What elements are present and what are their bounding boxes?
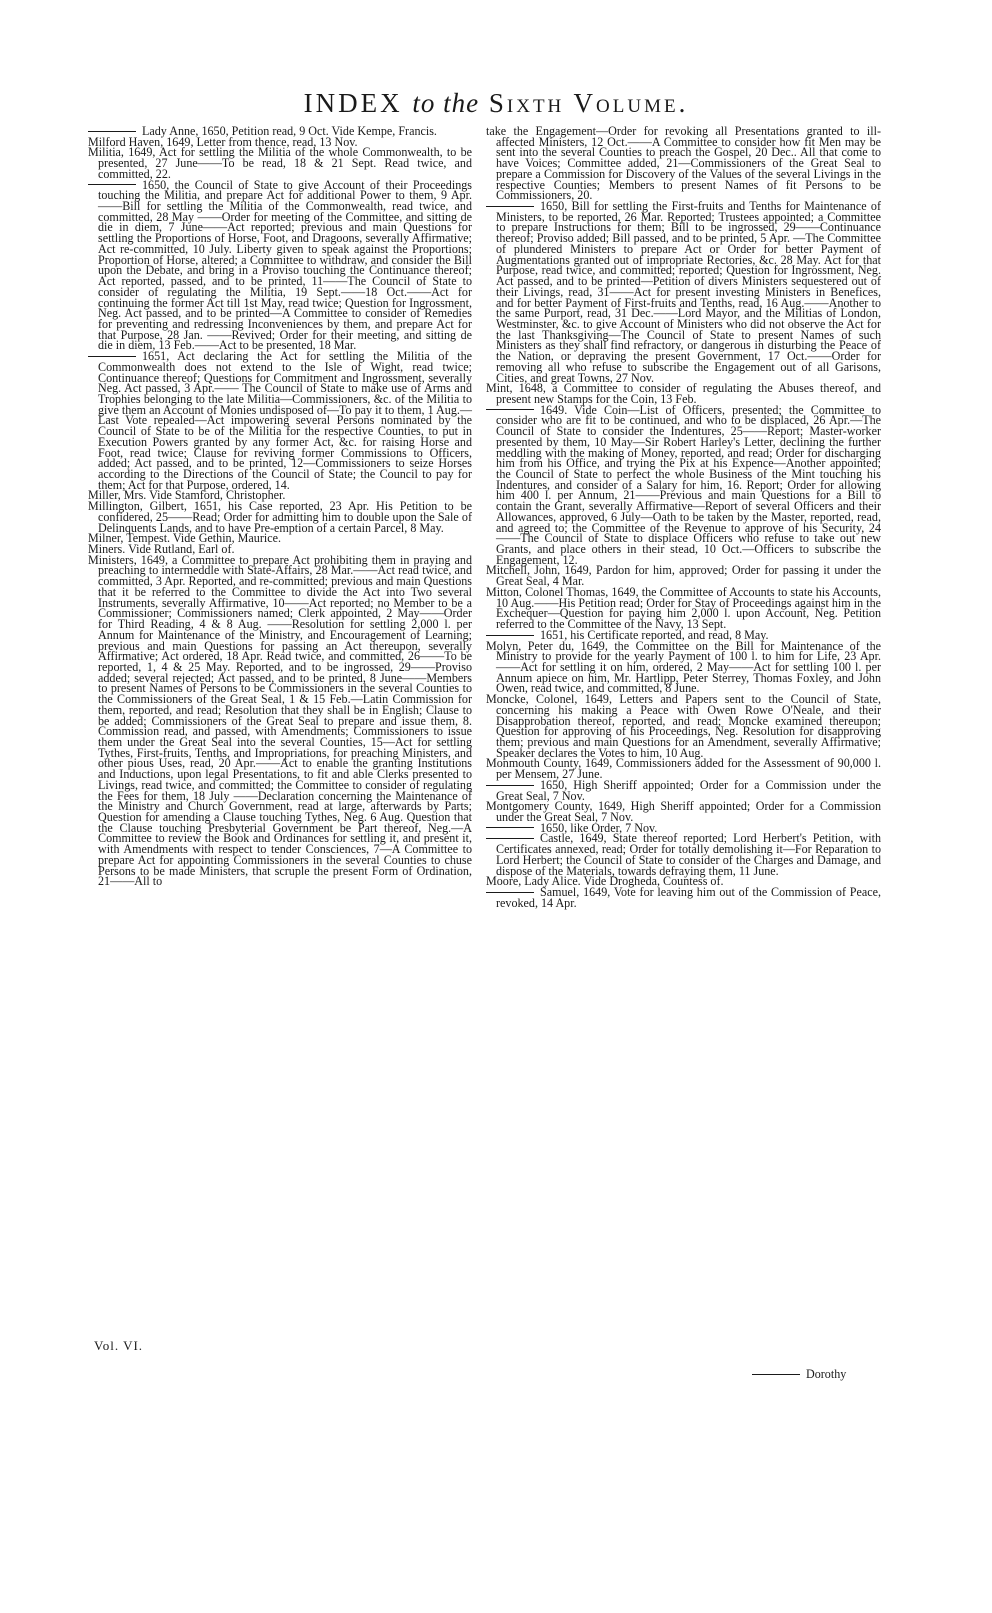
continuation-dash [486,827,534,828]
entry-text: Ministers, 1649, a Committee to prepare Act prohibiting them in praying and preaching to intermeddle with State-Affairs, 28 Mar.——Act read twice, and committed, 3 Apr. Reported, and re-committed; previous and main Questions that it be referred to the Committee to divide the Act into Two several Instruments, severally Affirmative, 10——Act reported; no Member to be a Commissioner; Commissioners named; Clerk appointed, 2 May——Order for Third Reading, 4 & 8 Aug. ——Resolution for settling 2,000 l. per Annum for Maintenance of the Ministry, and Encouragement of Learning; previous and main Questions for passing an Act thereupon, severally Affirmative; Act ordered, 18 Apr. Read twice, and committed, 26——To be reported, 1, 4 & 25 May. Reported, and to be ingrossed, 29——Proviso added; several rejected; Act passed, and to be printed, 8 June——Members to present Names of Persons to be Commissioners in the several Counties to the Commissioners of the Great Seal, 1 & 15 Feb.—Latin Commission for them, reported, and read; Resolution that they shall be in English; Clause to be added; Commissioners of the Great Seal to prepare and issue them, 8. Commission read, and passed, with Amendments; Commissioners to issue them under the Great Seal into the several Counties, 15—Act for settling Tythes, First-fruits, Tenths, and Impropriations, for preaching Ministers, and other pious Uses, read, 20 Apr.——Act to enable the granting Institutions and Inductions, upon legal Presentations, to fit and able Clerks presented to Livings, read twice, and committed; the Committee to consider of regulating the Fees for them, 18 July ——Declaration concerning the Maintenance of the Ministry and Church Government, read at large, afterwards by Parts; Question for amending a Clause touching Tythes, Neg. 6 Aug. Question that the Clause touching Presbyterial Government be Part thereof, Neg.—A Committee to review the Book and Ordinances for settling it, and present it, with Amendments with respect to tender Consciences, 7—A Committee to prepare Act for appointing Commissioners in the several Counties to chuse Persons to be made Ministers, that scruple the present Form of Ordination, 21——All to [88,552,472,889]
volume-signature: Vol. VI. [94,1338,144,1353]
index-entry [88,177,472,353]
title-to-the: to the [412,88,480,118]
left-column [88,126,472,887]
entry-text: Molyn, Peter du, 1649, the Committee on the Bill for Maintenance of the Ministry to provide for the yearly Payment of 100 l. to him for Life, 23 Apr.——Act for settling it on him, ordered, 2 May——Act for settling 100 l. per Annum apiece on him, Mr. Hartlipp, Peter Sterrey, Thomas Foxley, and John Owen, read twice, and committed, 8 June. [486,638,881,696]
title-index: INDEX [303,88,403,118]
entry-text: Militia, 1649, Act for settling the Militia of the whole Commonwealth, to be presented, 27 June——To be read, 18 & 21 Sept. Read twice, and committed, 22. [88,145,472,181]
index-entry [486,584,881,632]
index-entry [486,126,881,201]
entry-text: Monmouth County, 1649, Commissioners added for the Assessment of 90,000 l. per Mensem, 27 June. [486,756,881,782]
entry-text: 1651, his Certificate reported, and read, 8 May. [540,627,769,642]
entry-text: take the Engagement—Order for revoking all Presentations granted to ill-affected Ministers, 12 Oct.——A Committee to consider how fit Men may be sent into the several Counties to preach the Gospel, 20 Dec.. All that come to have Voices; Committee added, 21—Commissioners of the Great Seal to prepare a Commission for Discovery of the Values of the several Livings in the respective Counties; Members to present Names of fit Persons to be Commissioners, 20. [486,124,881,203]
entry-text: Montgomery County, 1649, High Sheriff appointed; Order for a Commission under the Great Seal, 7 Nov. [486,799,881,824]
index-entry [486,777,881,803]
continuation-dash [486,892,534,893]
entry-text: 1649. Vide Coin—List of Officers, presented; the Committee to consider who are fit to be continued, and who to be displaced, 26 Apr.—The Council of State to consider the Indentures, 25——Report; Master-worker presented by them, 10 May—Sir Robert Harley's Letter, declining the further meddling with the making of Money, reported, and read; Order for discharging him from his Office, and trying the Pix at his Expence—Another appointed; the Council of State to perfect the whole Business of the Mint touching his Indentures, and consider of a Salary for him, 16. Report; Order for allowing him 400 l. per Annum, 21——Previous and main Questions for a Bill to contain the Grant, severally Affirmative—Report of several Officers and their Allowances, approved, 6 July—Oath to be taken by the Master, reported, read, and agreed to; the Committee of the Revenue to approve of his Security, 24——The Council of State to displace Officers who refuse to take out new Grants, and place others in their stead, 10 Oct.—Officers to subscribe the Engagement, 12. [496,402,881,567]
entry-text: Mitchell, John, 1649, Pardon for him, approved; Order for passing it under the Great Seal, 4 Mar. [486,563,881,589]
continuation-dash [88,356,136,357]
entry-text: 1650, Bill for settling the First-fruits and Tenths for Maintenance of Ministers, to be reported, 26 Mar. Reported; Trustees appointed; a Committee to prepare Instructions for them; Bill to be ingrossed, 29——Continuance thereof; Proviso added; Bill passed, and to be printed, 5 Apr. —The Committee of plundered Ministers to prepare Act or Order for better Payment of Augmentations granted out of impropriate Rectories, &c. 28 May. Act for that Purpose, read twice, and committed; reported; Question for Ingrossment, Neg. Act passed, and to be printed—Petition of divers Ministers sequestered out of their Livings, read, 31——Act for present investing Ministers in Benefices, and for better Payment of First-fruits and Tenths, read, 16 Aug.——Another to the same Purport, read, 31 Dec.——Lord Mayor, and the Militias of London, Westminster, &c. to give Account of Ministers who did not observe the Act for the last Thanksgiving—The Council of State to present Names of such Ministers as they shall find refractory, or dangerous in disturbing the Peace of the Nation, or depraving the present Government, 17 Oct.——Order for removing all who refuse to subscribe the Engagement out of all Garisons, Cities, and great Towns, 27 Nov. [496,199,881,385]
index-entry [486,638,881,696]
entry-text: Miller, Mrs. Vide Stamford, Christopher. [88,488,286,503]
index-entry [88,147,472,179]
index-entry [88,501,472,533]
index-entry [486,563,881,589]
entry-text: Mitton, Colonel Thomas, 1649, the Committee of Accounts to state his Accounts, 10 Aug.——His Petition read; Order for Stay of Proceedings against him in the Exchequer—Question for paying him 2,000 l. upon Account, Neg. Petition referred to the Committee of the Navy, 13 Sept. [486,584,881,632]
entry-text: Milford Haven, 1649, Letter from thence, read, 13 Nov. [88,134,358,149]
entry-text: Moore, Lady Alice. Vide Drogheda, Countess of. [486,874,724,889]
index-entry [486,694,881,758]
entry-text: Millington, Gilbert, 1651, his Case reported, 23 Apr. His Petition to be confidered, 25——Read; Order for admitting him to double upon the Sale of Delinquents Lands, and to have Pre-emption of a certain Parcel, 8 May. [88,499,472,535]
index-entry [486,756,881,782]
entry-text: 1650, like Order, 7 Nov. [540,820,658,835]
continuation-dash [88,131,136,132]
index-entry [486,887,881,908]
continuation-dash [486,785,534,786]
continuation-dash [486,206,534,207]
index-entry [88,351,472,490]
page-title [0,88,992,119]
index-entry [486,833,881,876]
entry-text: 1651, Act declaring the Act for settling the Militia of the Commonwealth does not extend to the Isle of Wight, read twice; Continuance thereof; Questions for Commitment and Ingrossment, severally Neg. Act passed, 3 Apr.—— The Council of State to make use of Arms and Trophies belonging to the late Militia—Commissioners, &c. of the Militia to give them an Account of Monies undisposed of—To pay it to them, 1 Aug.—Last Vote repealed—Act impowering several Persons nominated by the Council of State to be of the Militia for the respective Counties, to put in Execution Powers granted by any former Act, &c. for raising Horse and Foot, read twice; Clause for reviving former Commissions to Officers, added; Act passed, and to be printed, 12—Commissioners to seize Horses according to the Directions of the Council of State; the Council to pay for them; Act for that Purpose, ordered, 14. [98,349,472,492]
entry-text: Castle, 1649, State thereof reported; Lord Herbert's Petition, with Certificates annexed, read; Order for totally demolishing it—For Reparation to Lord Herbert; the Council of State to consider of the Charges and Damage, and dispose of the Materials, towards defraying them, 11 June. [496,831,881,878]
catchword [752,1367,846,1382]
index-entry [486,201,881,383]
entry-text: Miners. Vide Rutland, Earl of. [88,542,235,557]
title-volume: Sixth Volume. [488,88,689,118]
index-entry [486,801,881,822]
entry-text: Lady Anne, 1650, Petition read, 9 Oct. Vide Kempe, Francis. [142,124,437,138]
entry-text: 1650, High Sheriff appointed; Order for a Commission under the Great Seal, 7 Nov. [496,777,881,803]
continuation-dash [88,184,136,185]
continuation-dash [486,409,534,410]
catchword-text: Dorothy [806,1367,847,1381]
continuation-dash [486,838,534,839]
entry-text: Mint, 1648, a Committee to consider of regulating the Abuses thereof, and present new Stamps for the Coin, 13 Feb. [486,381,881,406]
index-entry [486,383,881,404]
entry-text: 1650, the Council of State to give Account of their Proceedings touching the Militia, and prepare Act for additional Power to them, 9 Apr.——Bill for settling the Militia of the Commonwealth, read twice, and committed, 28 May ——Order for meeting of the Committee, and sitting de die in diem, 7 June——Act reported; previous and main Questions for settling the Proportions of Horse, Foot, and Dragoons, severally Affirmative; Act re-committed, 10 July. Liberty given to speak against the Proportions; Proportion of Horse, altered; a Committee to withdraw, and consider the Bill upon the Debate, and bring in a Proviso touching the Continuance thereof; Act reported, passed, and to be printed, 11——The Council of State to consider of regulating the Militia, 19 Sept.——18 Oct.——Act for continuing the former Act till 1st May, read twice; Question for Ingrossment, Neg. Act passed, and to be printed—A Committee to consider of Remedies for preventing and redressing Inconveniences by them, and prepare Act for that Purpose, 28 Jan. ——Revived; Order for their meeting, and sitting de die in diem, 13 Feb.——Act to be presented, 18 Mar. [98,177,472,353]
index-entry [486,402,881,567]
catchword-dash [752,1374,800,1375]
entry-text: Milner, Tempest. Vide Gethin, Maurice. [88,531,281,546]
entry-text: Samuel, 1649, Vote for leaving him out of the Commission of Peace, revoked, 14 Apr. [496,885,881,910]
index-entry [88,552,472,889]
continuation-dash [486,635,534,636]
right-column [486,126,881,908]
entry-text: Moncke, Colonel, 1649, Letters and Papers sent to the Council of State, concerning his making a Peace with Owen Rowe O'Neale, and their Disapprobation thereof, reported, and read; Moncke examined thereupon; Question for approving of his Proceedings, Neg. Resolution for disapproving them; previous and main Questions for an Amendment, severally Affirmative; Speaker declares the Votes to him, 10 Aug. [486,692,881,760]
